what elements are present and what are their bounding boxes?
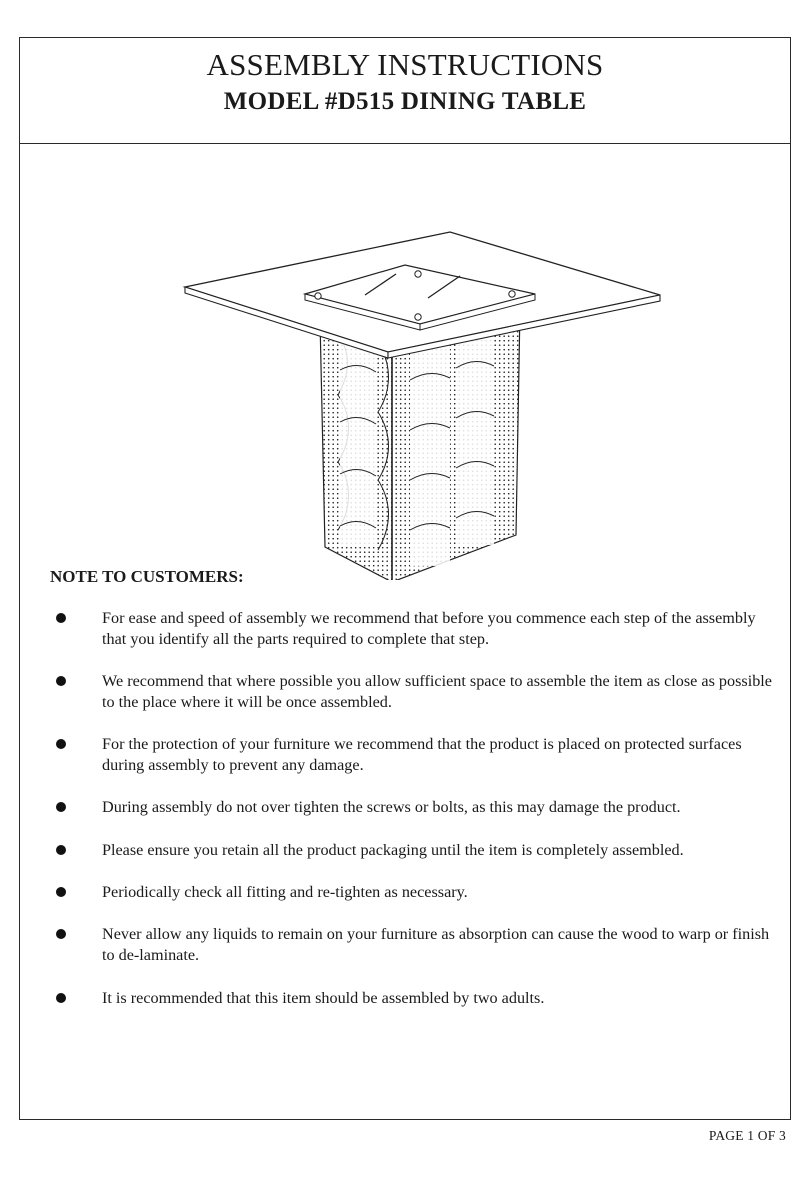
header-divider	[20, 143, 790, 144]
page-number: PAGE 1 OF 3	[708, 1128, 786, 1143]
dining-table-illustration	[160, 190, 680, 580]
bullet-icon	[56, 929, 66, 939]
bullet-icon	[56, 613, 66, 623]
bullet-icon	[56, 676, 66, 686]
bullet-icon	[56, 802, 66, 812]
page-title: ASSEMBLY INSTRUCTIONS	[206, 47, 604, 82]
notes-heading: NOTE TO CUSTOMERS:	[50, 567, 244, 586]
bullet-icon	[56, 845, 66, 855]
bullet-icon	[56, 739, 66, 749]
bullet-icon	[56, 993, 66, 1003]
bullet-icon	[56, 887, 66, 897]
pedestal-left-face	[320, 320, 392, 580]
table-top	[185, 232, 660, 358]
page-frame: ASSEMBLY INSTRUCTIONS MODEL #D515 DINING TABLE NOTE TO CUSTOMERS: For ease and speed of assembly we recommend that before you commence each step of the assembly that you identify all the parts required to complete that step. We recommend that where possible you allow sufficient space to assemble the item as close as possible to the place where it will be once assembled. For the protection of your furniture we recommend that the product is placed on protected surfaces during assembly to prevent any damage. During assembly do not over tighten the screws or bolts, as this may damage the product. Please ensure you retain all the product packaging until the item is completely assembled. Periodically check all fitting and re-tighten as necessary. Never allow any liquids to remain on your furniture as absorption can cause the wood to warp or finish to de-laminate. It is recommended that this item should be assembled by two adults.	[19, 37, 791, 1120]
model-subtitle: MODEL #D515 DINING TABLE	[223, 88, 587, 115]
